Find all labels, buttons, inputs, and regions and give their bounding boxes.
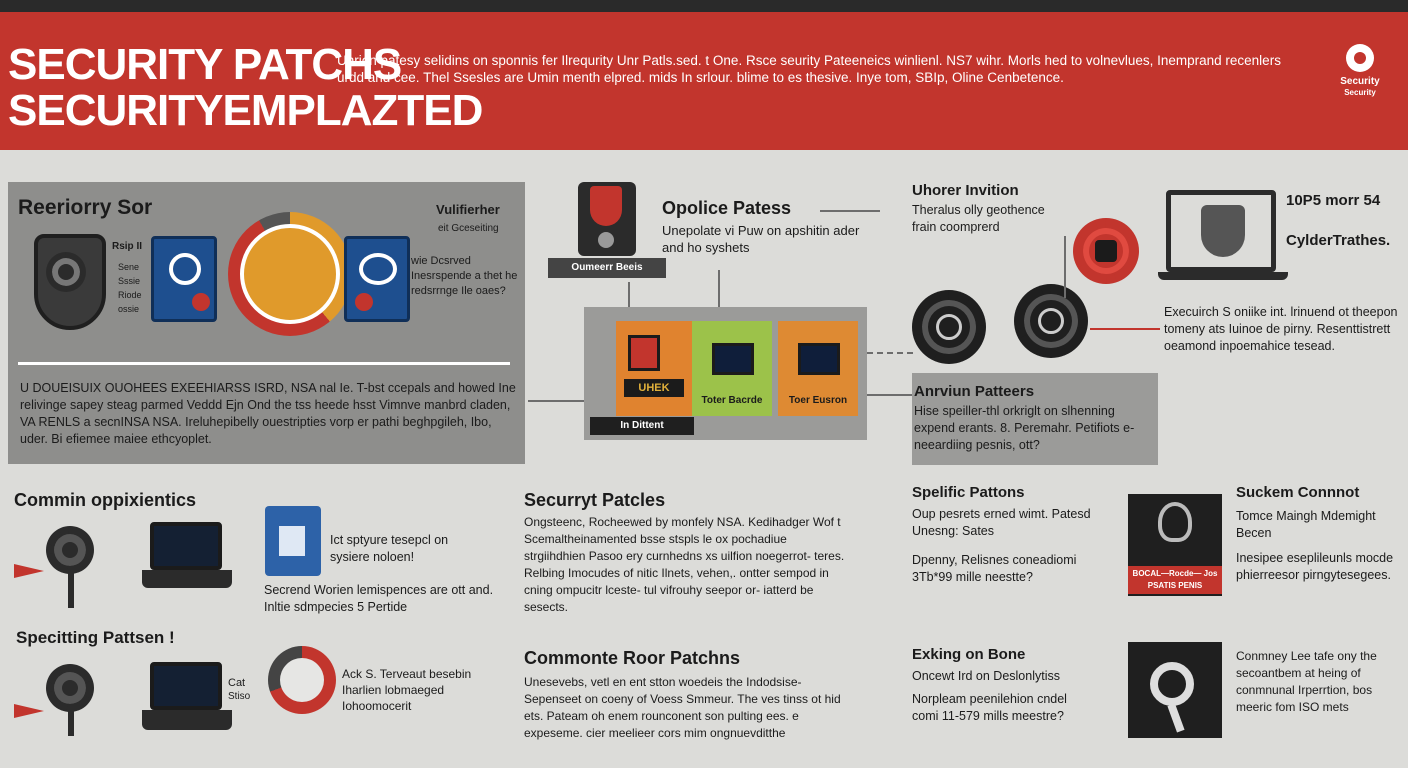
analysis-text: Hise speiller-thl orkriglt on slhenning expend erants. 8. Peremahr. Petifiots e- neeardiing pesnis, ott?: [914, 404, 1135, 452]
connector-line: [628, 282, 630, 308]
side-item: Riode: [118, 290, 142, 300]
brand-logo: [1330, 44, 1390, 98]
monitor-icon: [798, 343, 840, 375]
search-card-icon: [344, 236, 410, 322]
section-title: Specitting Pattsen !: [16, 628, 175, 647]
left-panel: [8, 182, 525, 464]
laptop-keyboard: [142, 710, 232, 730]
side-label: Rsip II: [112, 241, 143, 252]
section-text: Oncewt Ird on Deslonlytiss: [912, 669, 1060, 683]
gear-icon: [46, 252, 86, 292]
section-text: Dpenny, Relisnes coneadiomi 3Tb*99 mille neestte?: [912, 553, 1077, 584]
connector-line: [867, 394, 913, 396]
arrow-icon: [14, 704, 44, 718]
connector-line: [1064, 236, 1066, 298]
connector-line: [820, 210, 880, 212]
cat-sub: Stiso: [228, 691, 251, 702]
header-banner: [0, 12, 1408, 150]
lower-left-text-2: Ack S. Terveaut besebin Iharlien lobmaeged Iohoomocerit: [342, 667, 472, 713]
divider: [18, 362, 510, 365]
cyber-title: 10P5 morr 54: [1286, 192, 1381, 209]
search-card-icon: [151, 236, 217, 322]
section-text: Oup pesrets erned wimt. Patesd Unesng: Sates: [912, 507, 1091, 538]
gear-icon: [46, 664, 94, 712]
tile-eusron: [778, 321, 858, 416]
lock-gear-icon: [912, 290, 986, 364]
laptop-shield-icon: [1166, 190, 1276, 272]
left-panel-body: U DOUEISUIX OUOHEES EXEEHIARSS ISRD, NSA nal Ie. T-bst ccepals and howed Ine relivinge sapey steag parmed Veddd Ejn Ond the tss heede hsst Vimnve manbrd claden, VA RENLS a secnINSA NSA. Ireluhepibelly ouestripties vorp er pathi beghpgileh, Ibo, uder. Bi efiemee maiee ethcyoplet.: [20, 381, 516, 446]
exec-text: Execuirch S oniike int. lrinuend ot theepon tomeny ats Iuinoe de pirny. Resenttistrett oeamond inpoemahice tesead.: [1164, 305, 1398, 353]
server-icon: [578, 182, 636, 256]
patch-tiles-panel: [584, 307, 867, 440]
connector-dashed: [867, 352, 913, 354]
status-donut: [228, 212, 352, 336]
card-label: BOCAL—Rocde— Jos PSATIS PENIS: [1128, 566, 1222, 594]
title-line-2: SECURITYEMPLAZTED: [8, 86, 483, 135]
connector-red: [1090, 328, 1160, 330]
lower-left-text: Secrend Worien lemispences are ott and. Inltie sdmpecies 5 Pertide: [264, 583, 494, 614]
laptop-icon: [150, 662, 222, 710]
analysis-title: Anrviun Patteers: [914, 383, 1035, 400]
logo-line-1: Security: [1340, 76, 1380, 87]
section-text: Conmney Lee tafe ony the secoantbem at heing of conmnunal Irperrtion, bos meeric fom ISO mets: [1236, 649, 1377, 714]
logo-line-2: Security: [1344, 88, 1376, 97]
laptop-keyboard: [142, 570, 232, 588]
section-text: Norpleam peenilehion cndel comi 11-579 mills meestre?: [912, 692, 1067, 723]
monitor-icon: [712, 343, 754, 375]
side-item: ossie: [118, 304, 140, 314]
tile-label: Toter Bacrde: [701, 395, 763, 406]
tile-uhek: [616, 321, 696, 416]
invitation-title: Uhorer Invition: [912, 182, 1019, 199]
gear-icon: [46, 526, 94, 574]
section-text: Ongsteenc, Rocheewed by monfely NSA. Kedihadger Wof t Scemaltheinamented bsse stspls le ox pochadiue strgiihdhien Pasoo ery curnhedns xs uilfion noegerrot- teres. Relbing Imocudes of nitic Ilnets, vehen,. ontter sempod in cning ompucitr lceste- tul vifrouhy seepor or- iatterd be sesects.: [524, 515, 845, 614]
section-title: Opolice Patess: [662, 198, 792, 218]
search-dark-card: [1128, 642, 1222, 738]
vulnerability-text: wie Dcsrved Inesrspende a thet he redsrrnge Ile oaes?: [411, 255, 518, 297]
chip-gear-icon: [1014, 284, 1088, 358]
section-text: Inesipee eseplileunls mocde phierreesor pirngytesegees.: [1236, 551, 1394, 582]
top-strip: [0, 0, 1408, 12]
section-title: Securryt Patcles: [524, 490, 666, 510]
laptop-icon: [150, 522, 222, 570]
laptop-base: [1158, 272, 1288, 280]
stand-icon: [68, 708, 74, 736]
cyber-sub: CylderTrathes.: [1286, 232, 1391, 249]
gauge-icon: [268, 646, 336, 714]
section-text: Unesevebs, vetl en ent stton woedeis the Indodsise- Sepenseet on coeny of Voess Smmeur. The ves tinss ot hid ets. Pateam oh enem rounconent son pulting ees. e expeseme. cier meelieer cors mim ongnuevditthe: [524, 675, 841, 740]
stand-icon: [68, 572, 74, 608]
tiles-bottom-label: In Dittent: [590, 417, 694, 435]
connector-line: [718, 270, 720, 308]
invitation-text: Theralus olly geothence frain coomprerd: [912, 203, 1045, 234]
analysis-panel: [912, 373, 1158, 465]
tile-label: UHEK: [624, 379, 684, 397]
section-title: Commin oppixientics: [14, 490, 197, 510]
lock-alert-icon: [1073, 218, 1139, 284]
shield-icon: [34, 234, 106, 330]
side-item: Sssie: [118, 276, 141, 286]
tile-toter: [692, 321, 772, 416]
server-label: Oumeerr Beeis: [548, 258, 666, 278]
title-line-1: SECURITY PATCHS: [8, 40, 402, 89]
header-intro: Unrion patesy selidins on sponnis fer Ilrequrity Unr Patls.sed. t One. Rsce seurity Pateeneics winlienl. NS7 wihr. Morls hed to volnevlues, Inemprand recenlers urdd and cee. Thel Ssesles are Umin menth elpred. mids In srlour. blime to es thesive. Inye tom, SBIp, Oline Cenbetence.: [337, 53, 1281, 85]
section-text: Unepolate vi Puw on apshitin ader and ho syshets: [662, 223, 860, 255]
connector-line: [528, 400, 584, 402]
section-title: Suckem Connnot: [1236, 484, 1360, 501]
left-panel-title: Reeriorry Sor: [18, 196, 153, 219]
arrow-icon: [14, 564, 44, 578]
document-icon: [265, 506, 321, 576]
side-item: Sene: [118, 262, 140, 272]
lightbulb-card: [1128, 494, 1222, 596]
vulnerability-title: Vulifierher: [436, 202, 500, 217]
section-title: Commonte Roor Patchns: [524, 648, 741, 668]
doc-text: Ict sptyure tesepcl on sysiere noloen!: [330, 533, 449, 564]
cat-label: Cat: [228, 677, 246, 689]
section-text: Tomce Maingh Mdemight Becen: [1236, 509, 1376, 540]
logo-icon: [1346, 44, 1374, 72]
section-title: Spelific Pattons: [912, 484, 1025, 501]
section-title: Exking on Bone: [912, 646, 1026, 663]
tile-label: Toer Eusron: [788, 395, 848, 406]
vulnerability-sub: eit Gceseiting: [438, 223, 499, 234]
